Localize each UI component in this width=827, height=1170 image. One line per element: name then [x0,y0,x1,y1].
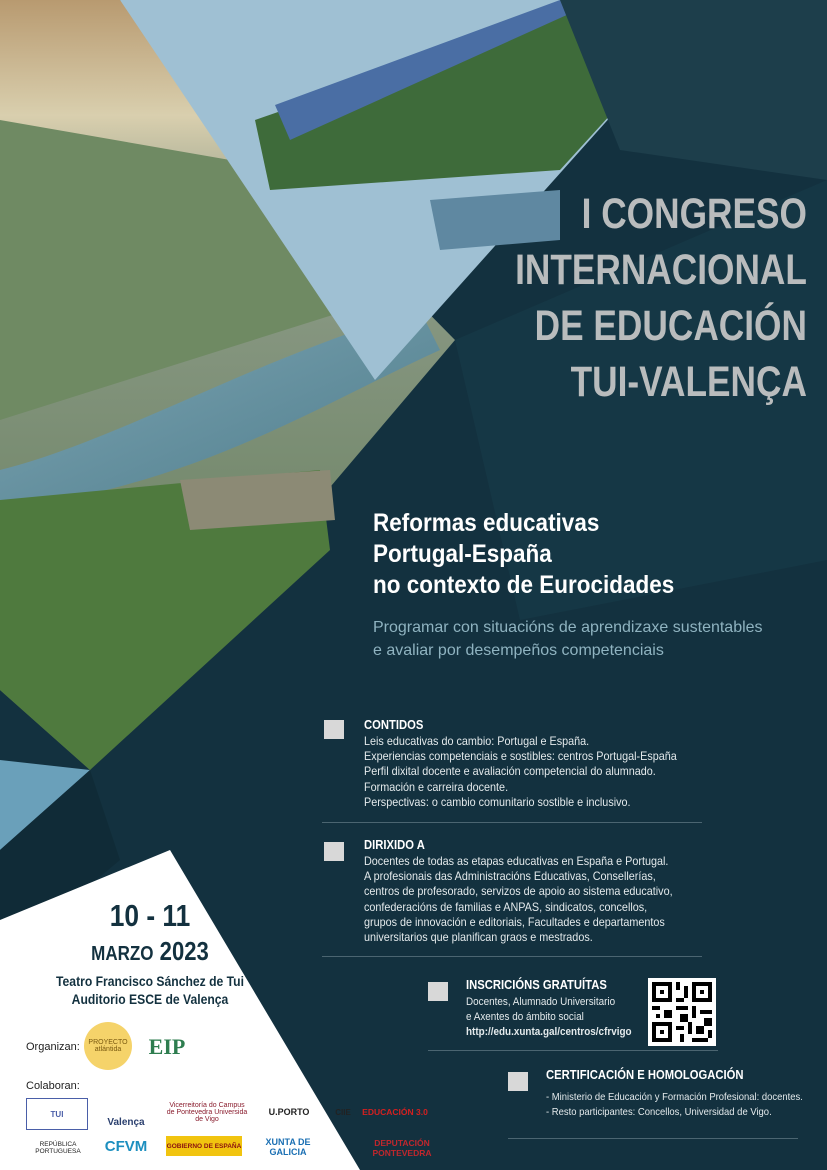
tagline-line-2: e avaliar por desempeños competenciais [373,642,664,659]
event-month-year [40,936,261,967]
colaboran-label: Colaboran: [26,1080,80,1092]
dirixido-line: Docentes de todas as etapas educativas en España e Portugal. [364,854,669,868]
dirixido-line: centros de profesorado, servizos de apoio ao sistema educativo, [364,884,673,899]
dirixido-line: grupos de innovación e editoriais, Facultades e departamentos [364,914,665,929]
contidos-item: Experiencias competenciais e sostibles: centros Portugal-España [364,749,677,764]
ciie-logo: CIIE [335,1107,351,1117]
contidos-bullet [324,720,344,739]
contidos-title: CONTIDOS [364,718,424,732]
dirixido-title: DIRIXIDO A [364,838,425,852]
event-dates [20,898,280,1009]
inscricions-line: e Axentes do ámbito social [466,1011,584,1024]
event-year: 2023 [159,936,209,966]
contidos-item: Formación e carreira docente. [364,779,509,794]
tui-logo: TUI [26,1098,88,1130]
title-line-4: TUI-VALENÇA [570,358,807,406]
inscricions-line: Docentes, Alumnado Universitario [466,996,616,1008]
subtitle-line-2: Portugal-España [373,540,552,568]
organizan-label: Organizan: [26,1041,80,1053]
title-line-3: DE EDUCACIÓN [534,302,807,350]
subtitle [373,508,674,601]
contidos-list [364,734,712,810]
educacion-30-logo: EDUCACIÓN 3.0 [362,1107,428,1117]
divider [322,956,702,957]
inscricions-text [466,995,650,1041]
certificacion-text [546,1090,827,1120]
contidos-item: Perfil dixital docente e avaliación competencial do alumnado. [364,764,656,779]
uvigo-logo: Vicerreitoría do Campus de Pontevedra Universida de Vigo [166,1101,248,1123]
inscricions-title: INSCRICIÓNS GRATUÍTAS [466,978,607,992]
divider [508,1138,798,1139]
dirixido-line: universitarios que planifican graos e mestrados. [364,930,593,945]
subtitle-line-3: no contexto de Eurocidades [373,571,675,599]
venue-1: Teatro Francisco Sánchez de Tui [56,974,244,989]
uporto-logo: U.PORTO [268,1107,310,1117]
inscricions-link[interactable]: http://edu.xunta.gal/centros/cfrvigo [466,1026,632,1039]
certificacion-line: - Resto participantes: Concellos, Universidad de Vigo. [546,1106,772,1119]
certificacion-line: - Ministerio de Educación y Formación Profesional: docentes. [546,1091,803,1103]
eip-logo: EIP [148,1034,186,1059]
event-days: 10 - 11 [109,898,191,933]
dirixido-line: confederacións de familias e ANPAS, sindicatos, concellos, [364,899,648,914]
title-line-2: INTERNACIONAL [515,246,807,294]
tagline [373,616,763,662]
title-line-1: I CONGRESO [581,190,807,238]
event-month: MARZO [91,943,154,965]
proyecto-atlantida-logo: PROYECTO atlántida [84,1022,132,1070]
subtitle-line-1: Reformas educativas [373,509,600,537]
qr-code[interactable] [648,978,716,1046]
contidos-item: Leis educativas do cambio: Portugal e España. [364,734,590,748]
dirixido-bullet [324,842,344,861]
tagline-line-1: Programar con situacións de aprendizaxe sustentables [373,619,763,636]
dirixido-line: A profesionais das Administracións Educativas, Consellerías, [364,869,656,884]
deputacion-pontevedra-logo: DEPUTACIÓN PONTEVEDRA [372,1138,432,1158]
inscricions-bullet [428,982,448,1001]
certificacion-bullet [508,1072,528,1091]
gobierno-espana-logo: GOBIERNO DE ESPAÑA [166,1136,242,1156]
divider [428,1050,718,1051]
congress-title [515,186,807,410]
divider [322,822,702,823]
republica-portuguesa-logo: REPÚBLICA PORTUGUESA [35,1141,81,1155]
valenca-logo: Valença [107,1116,145,1128]
contidos-item: Perspectivas: o cambio comunitario sostible e inclusivo. [364,794,631,809]
dirixido-list [364,854,707,945]
cfvm-logo: CFVM [104,1137,148,1155]
certificacion-title: CERTIFICACIÓN E HOMOLOGACIÓN [546,1068,744,1082]
venue-2: Auditorio ESCE de Valença [71,992,229,1007]
xunta-galicia-logo: XUNTA DE GALICIA [265,1137,311,1157]
